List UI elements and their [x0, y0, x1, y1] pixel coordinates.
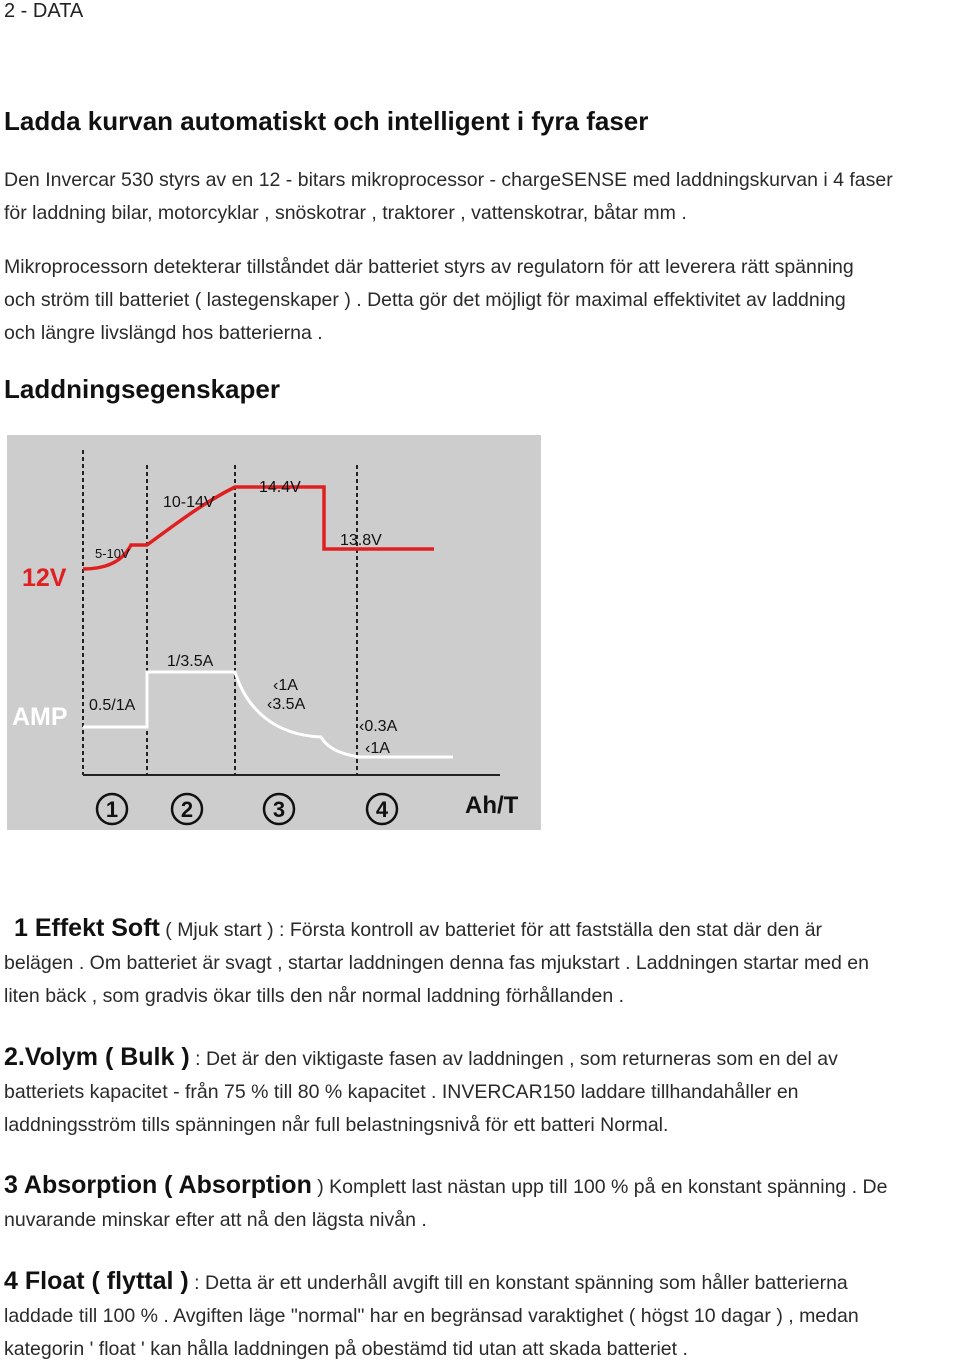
description-paragraph: [4, 251, 960, 350]
current-label-phase-3-a: ‹1A: [273, 677, 298, 694]
phase-4-number: 4: [375, 797, 389, 822]
description-line-1: Mikroprocessorn detekterar tillståndet där batteriet styrs av regulatorn för att leverera rätt spänning: [4, 256, 854, 278]
phase-2-line-2: batteriets kapacitet - från 75 % till 80 % kapacitet . INVERCAR150 laddare tillhandahåller en: [4, 1081, 799, 1103]
section-label: 2 - DATA: [4, 0, 84, 22]
phase-3-line-1: [4, 1169, 960, 1204]
phase-2-description: [4, 1041, 960, 1142]
description-line-3: och längre livslängd hos batterierna .: [4, 322, 323, 344]
intro-line-1: Den Invercar 530 styrs av en 12 - bitars mikroprocessor - chargeSENSE med laddningskurvan i 4 faser: [4, 169, 893, 191]
voltage-label-phase-3: 14.4V: [259, 479, 301, 496]
phase-1-title: 1 Effekt Soft: [14, 914, 160, 942]
phase-3-marker: [264, 794, 294, 824]
phase-2-text-1: : Det är den viktigaste fasen av laddningen , som returneras som en del av: [189, 1048, 838, 1070]
phase-4-line-1: [4, 1265, 960, 1300]
current-label-phase-1: 0.5/1A: [89, 697, 136, 714]
phase-3-text-1: ) Komplett last nästan upp till 100 % på en konstant spänning . De: [311, 1176, 888, 1198]
current-label-phase-4-b: ‹1A: [365, 740, 390, 757]
phase-2-number: 2: [180, 797, 194, 822]
voltage-curve: [83, 487, 434, 569]
current-label-phase-4-a: ‹0.3A: [359, 718, 398, 735]
phase-2-line-1: [4, 1041, 960, 1076]
time-axis-label: Ah/T: [465, 792, 519, 819]
charging-curve-diagram: [7, 435, 541, 830]
voltage-label-phase-2: 10-14V: [163, 494, 215, 511]
phase-4-marker: [367, 794, 397, 824]
intro-paragraph: [4, 164, 960, 230]
phase-1-number: 1: [105, 797, 119, 822]
phase-1-description: [4, 912, 960, 1013]
phase-2-title: 2.Volym ( Bulk ): [4, 1043, 190, 1071]
phase-4-text-1: : Detta är ett underhåll avgift till en konstant spänning som håller batterierna: [188, 1272, 848, 1294]
phase-2-line-3: laddningsström tills spänningen når full belastningsnivå för ett batteri Normal.: [4, 1114, 669, 1136]
phase-2-marker: [172, 794, 202, 824]
phase-1-line-3: liten bäck , som gradvis ökar tills den når normal laddning förhållanden .: [4, 985, 625, 1007]
voltage-label-phase-4: 13.8V: [340, 532, 382, 549]
phase-4-line-3: kategorin ' float ' kan hålla laddningen på obestämd tid utan att skada batteriet .: [4, 1338, 688, 1360]
phase-1-marker: [97, 794, 127, 824]
current-axis-label: AMP: [12, 703, 68, 731]
phase-1-line-2: belägen . Om batteriet är svagt , startar laddningen denna fas mjukstart . Laddningen startar med en: [4, 952, 869, 974]
phase-3-title: 3 Absorption ( Absorption: [4, 1171, 312, 1199]
current-label-phase-2: 1/3.5A: [167, 653, 214, 670]
phase-4-description: [4, 1265, 960, 1366]
phase-4-line-2: laddade till 100 % . Avgiften läge "normal" har en begränsad varaktighet ( högst 10 dagar ) , medan: [4, 1305, 859, 1327]
phase-4-title: 4 Float ( flyttal ): [4, 1267, 189, 1295]
phase-3-number: 3: [272, 797, 286, 822]
phase-3-line-2: nuvarande minskar efter att nå den lägsta nivån .: [4, 1209, 427, 1231]
section-subheading: Laddningsegenskaper: [4, 374, 280, 404]
intro-line-2: för laddning bilar, motorcyklar , snöskotrar , traktorer , vattenskotrar, båtar mm .: [4, 202, 687, 224]
page-title: Ladda kurvan automatiskt och intelligent i fyra faser: [4, 106, 649, 136]
description-line-2: och ström till batteriet ( lastegenskaper ) . Detta gör det möjligt för maximal effektivitet av laddning: [4, 289, 846, 311]
voltage-label-phase-1: 5-10V: [95, 546, 130, 561]
phase-1-text-1: ( Mjuk start ) : Första kontroll av batteriet för att fastställa den stat där den är: [159, 919, 823, 941]
voltage-axis-label: 12V: [22, 564, 67, 592]
phase-1-line-1: [4, 912, 960, 947]
current-curve: [83, 672, 453, 757]
current-label-phase-3-b: ‹3.5A: [267, 696, 306, 713]
charging-curve-svg: [7, 435, 541, 830]
phase-3-description: [4, 1169, 960, 1237]
